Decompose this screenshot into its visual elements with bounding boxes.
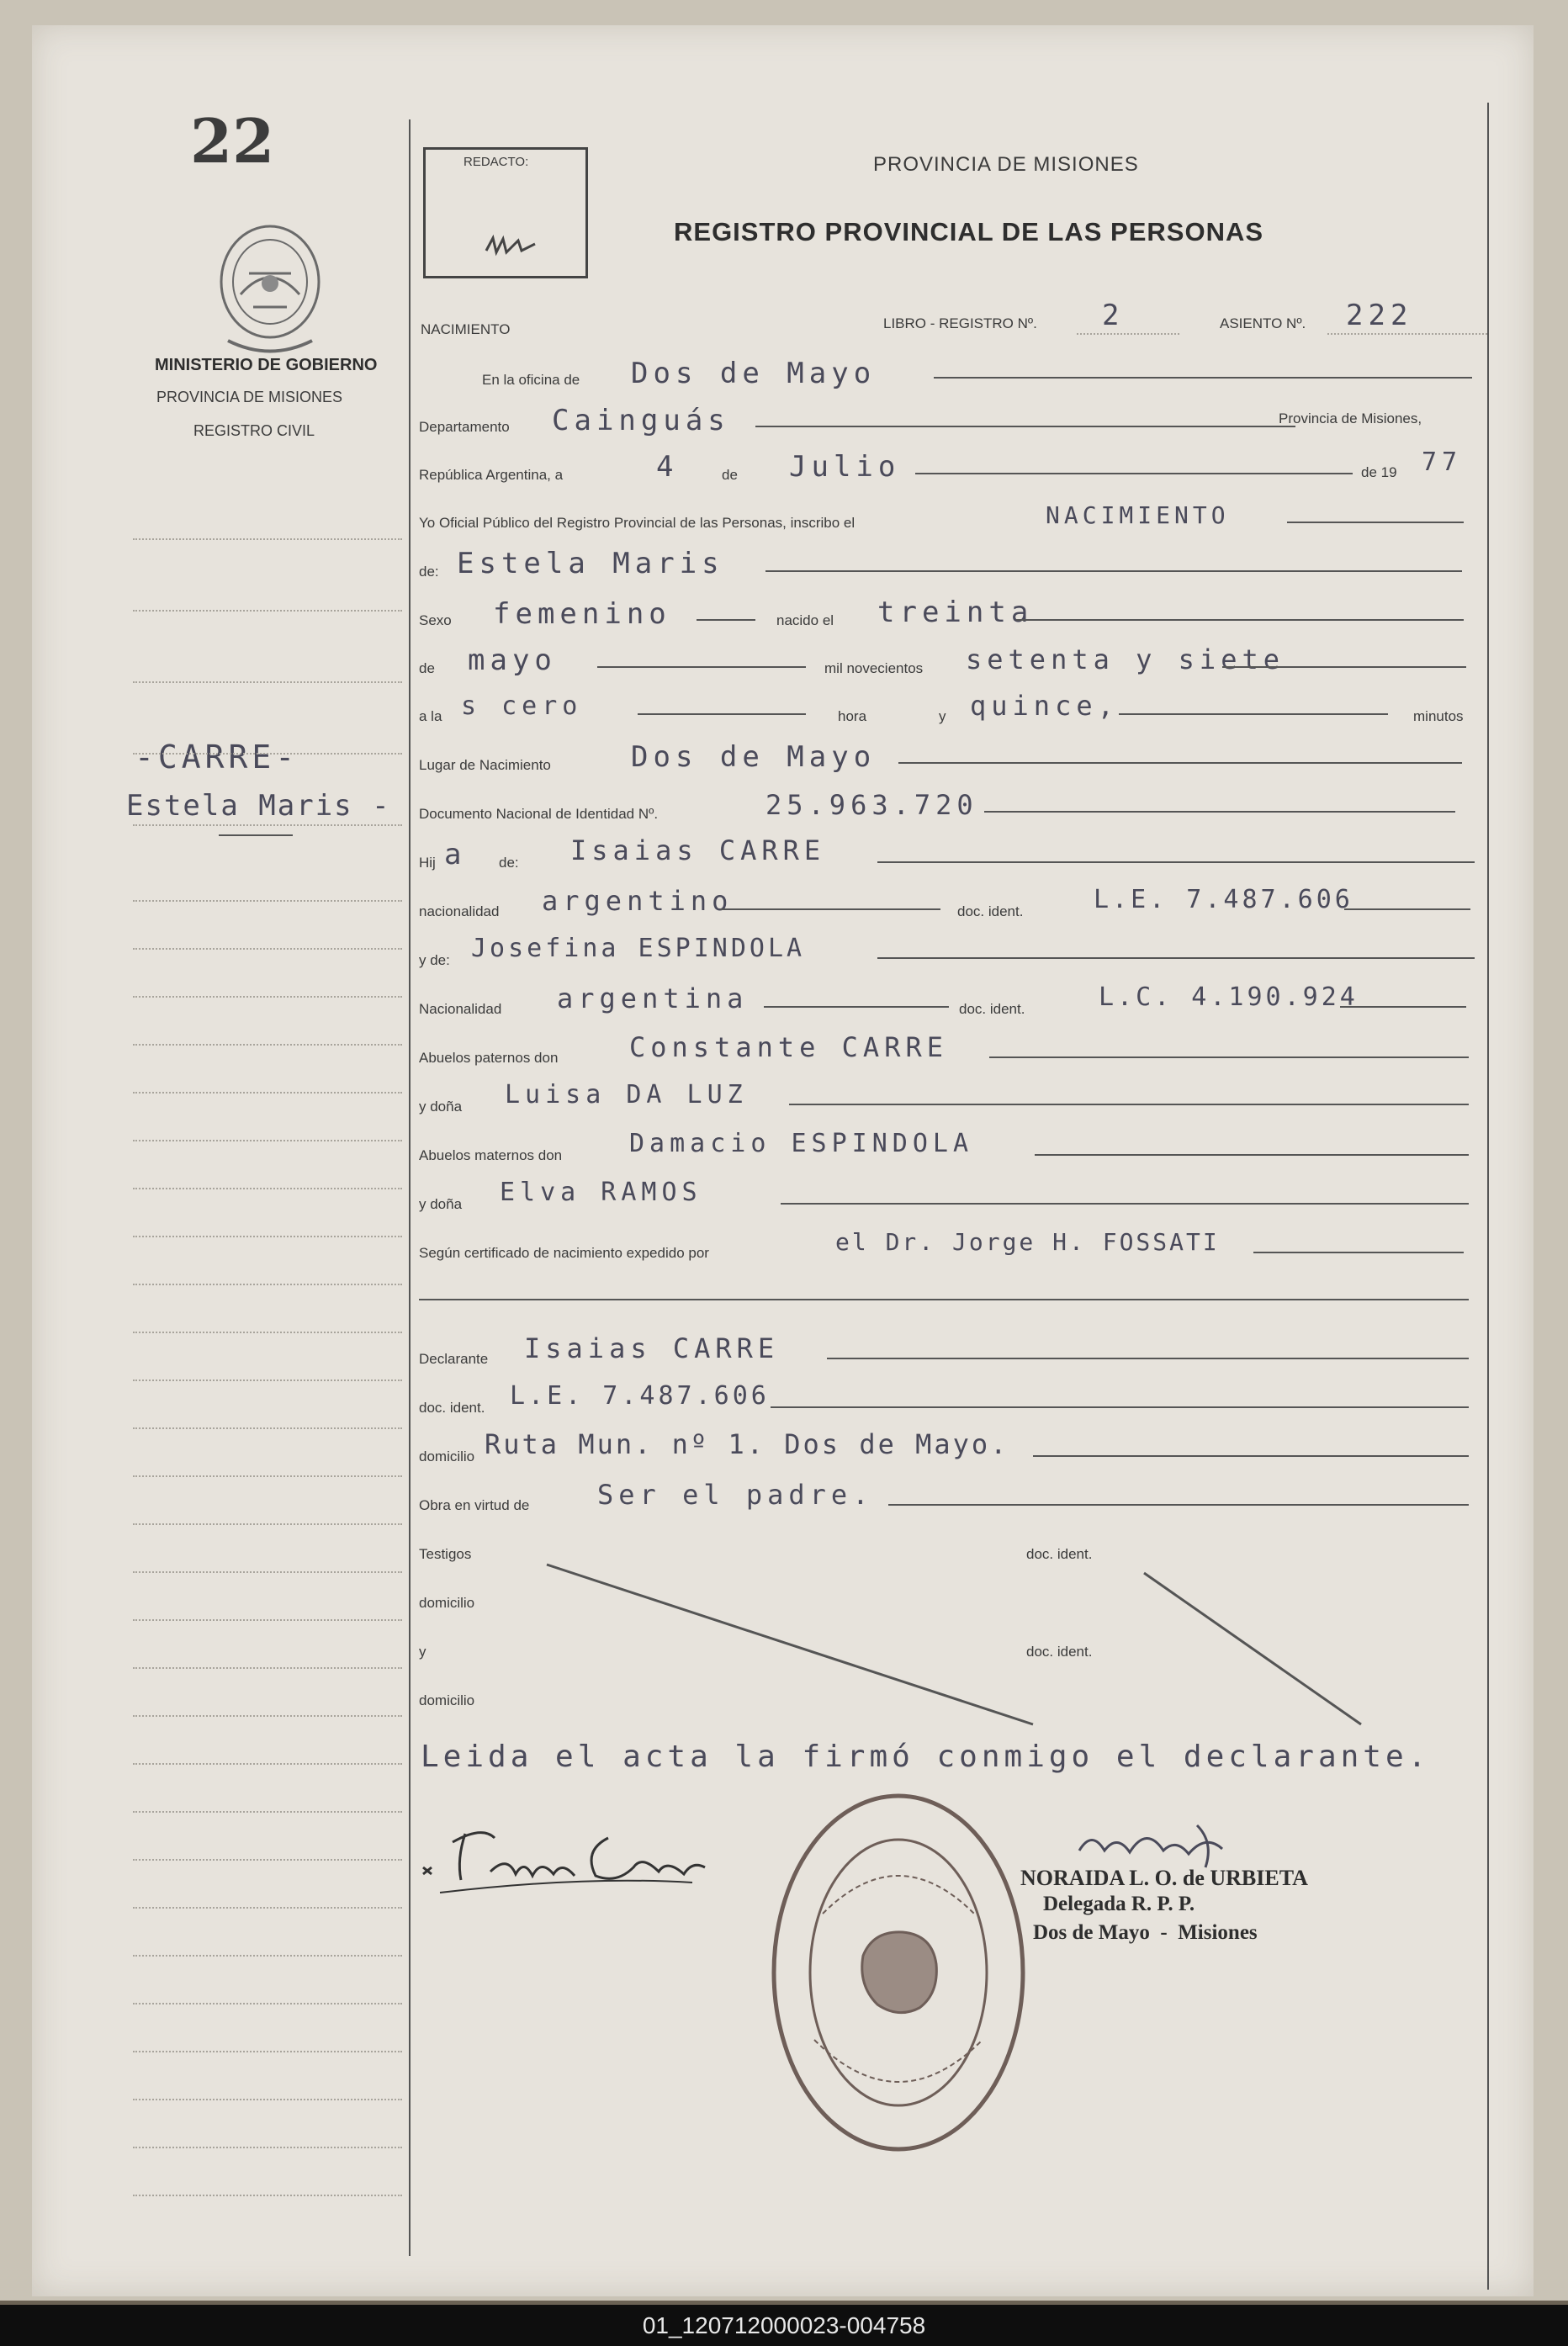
testigos-strike-lines (503, 1556, 1454, 1750)
doc-padre-label: doc. ident. (957, 903, 1024, 919)
domicilio-value: Ruta Mun. nº 1. Dos de Mayo. (485, 1428, 1009, 1460)
republica-label: República Argentina, a (419, 467, 564, 483)
asiento-value: 222 (1346, 299, 1413, 332)
redacto-box (423, 147, 588, 278)
libro-label: LIBRO - REGISTRO Nº. (883, 315, 1037, 331)
redacto-initials-icon (485, 234, 552, 259)
margin-note-given: Estela Maris - (126, 789, 391, 823)
minutos-value: quince, (970, 690, 1119, 722)
margin-ruled-line (133, 1044, 402, 1046)
y-de-label: y de: (419, 952, 450, 968)
official-name: NORAIDA L. O. de URBIETA (1020, 1866, 1308, 1890)
margin-ruled-line (133, 1955, 402, 1957)
margin-ruled-line (133, 1619, 402, 1621)
doc-padre-value: L.E. 7.487.606 (1094, 885, 1353, 914)
testigos-doc2-label: doc. ident. (1026, 1644, 1093, 1660)
testigos-dom-label: domicilio (419, 1595, 475, 1611)
de-mes-label: de (419, 660, 435, 676)
departamento-value: Cainguás (552, 404, 730, 437)
abuela-mat-value: Elva RAMOS (500, 1178, 702, 1207)
margin-ruled-line (133, 1427, 402, 1429)
margin-rule (409, 119, 411, 2256)
abuelos-mat-label: Abuelos maternos don (419, 1147, 563, 1163)
margin-ruled-line (133, 1859, 402, 1861)
doc-decl-value: L.E. 7.487.606 (510, 1381, 770, 1411)
margin-ruled-line (133, 1236, 402, 1237)
sexo-value: femenino (493, 597, 671, 631)
hijo-suffix: a (444, 838, 467, 871)
margin-ruled-line (133, 681, 402, 683)
image-caption: 01_120712000023-004758 (0, 2305, 1568, 2346)
hijo-label: Hij (419, 855, 436, 871)
official-role: Delegada R. P. P. (1043, 1893, 1195, 1915)
margin-ruled-line (133, 1811, 402, 1813)
margin-ruled-line (133, 1332, 402, 1333)
de-nombre-label: de: (419, 564, 439, 580)
margin-note-surname: -CARRE- (135, 739, 299, 776)
lugar-label: Lugar de Nacimiento (419, 757, 551, 773)
hora-label: hora (838, 708, 867, 724)
margin-ruled-line (133, 610, 402, 612)
official-place: Dos de Mayo - Misiones (1033, 1921, 1258, 1944)
sexo-label: Sexo (419, 612, 452, 628)
right-rule (1487, 103, 1489, 2290)
nac-madre-label: Nacionalidad (419, 1001, 502, 1017)
folio-number: 22 (190, 105, 275, 177)
hijo-de-label: de: (499, 855, 519, 871)
oficina-label: En la oficina de (482, 372, 580, 388)
margin-ruled-line (133, 900, 402, 902)
dni-value: 25.963.720 (765, 789, 978, 821)
margin-note-underline (219, 834, 293, 836)
margin-ruled-line (133, 824, 402, 826)
declarant-signature-icon (415, 1808, 751, 1901)
margin-ruled-line (133, 1571, 402, 1573)
margin-ruled-line (133, 1284, 402, 1285)
hora-value: s cero (461, 691, 583, 721)
margin-ruled-line (133, 1667, 402, 1669)
mil-label: mil novecientos (824, 660, 924, 676)
declarante-label: Declarante (419, 1351, 489, 1367)
closing-text: Leida el acta la firmó conmigo el declarante. (421, 1740, 1431, 1774)
coat-of-arms-icon (215, 214, 325, 366)
margin-ruled-line (133, 753, 402, 755)
ministry-line3: REGISTRO CIVIL (193, 422, 315, 439)
margin-ruled-line (133, 996, 402, 998)
abuelo-mat-value: Damacio ESPINDOLA (629, 1129, 974, 1158)
act-type-label: NACIMIENTO (421, 321, 511, 337)
provincia-suffix: Provincia de Misiones, (1279, 410, 1422, 426)
obra-label: Obra en virtud de (419, 1497, 530, 1513)
ministry-line2: PROVINCIA DE MISIONES (156, 389, 343, 405)
dia-value: 4 (656, 450, 679, 484)
ministry-line1: MINISTERIO DE GOBIERNO (155, 356, 378, 374)
province-heading: PROVINCIA DE MISIONES (873, 153, 1139, 176)
nacido-mes-value: mayo (468, 643, 557, 677)
libro-value: 2 (1102, 299, 1125, 332)
nacido-value: treinta (877, 596, 1034, 629)
oficina-value: Dos de Mayo (631, 357, 877, 390)
doc-decl-label: doc. ident. (419, 1400, 485, 1416)
nacido-label: nacido el (776, 612, 834, 628)
a-las-label: a la (419, 708, 442, 724)
registry-seal-icon (764, 1787, 1033, 2166)
anio-label: de 19 (1361, 464, 1397, 480)
nac-padre-label: nacionalidad (419, 903, 500, 919)
abuela-pat-value: Luisa DA LUZ (505, 1080, 748, 1109)
margin-ruled-line (133, 2147, 402, 2148)
obra-value: Ser el padre. (597, 1479, 874, 1511)
margin-ruled-line (133, 1907, 402, 1909)
minutos-label: minutos (1413, 708, 1464, 724)
margin-ruled-line (133, 1523, 402, 1525)
testigos-doc-label: doc. ident. (1026, 1546, 1093, 1562)
margin-ruled-line (133, 948, 402, 950)
margin-ruled-line (133, 1140, 402, 1141)
declarante-value: Isaias CARRE (524, 1332, 780, 1364)
doc-madre-value: L.C. 4.190.924 (1099, 982, 1359, 1012)
testigos-y-label: y (419, 1644, 426, 1660)
dni-label: Documento Nacional de Identidad Nº. (419, 806, 659, 822)
y-label: y (939, 708, 946, 724)
mes-value: Julio (789, 450, 901, 484)
doc-madre-label: doc. ident. (959, 1001, 1025, 1017)
abuelo-pat-value: Constante CARRE (629, 1031, 948, 1063)
redacto-label: REDACTO: (464, 155, 529, 169)
stamp-inner-text (33, 26, 40, 27)
margin-ruled-line (133, 1475, 402, 1477)
testigos-label: Testigos (419, 1546, 472, 1562)
margin-ruled-line (133, 2003, 402, 2004)
margin-ruled-line (133, 1380, 402, 1381)
nac-madre-value: argentina (557, 982, 749, 1014)
madre-value: Josefina ESPINDOLA (471, 934, 806, 963)
de-label: de (722, 467, 738, 483)
registry-title: REGISTRO PROVINCIAL DE LAS PERSONAS (674, 217, 1264, 246)
padre-value: Isaias CARRE (570, 834, 826, 866)
oficial-value: NACIMIENTO (1046, 501, 1230, 529)
margin-ruled-line (133, 1715, 402, 1717)
asiento-label: ASIENTO Nº. (1220, 315, 1306, 331)
y-dona2-label: y doña (419, 1196, 463, 1212)
oficial-text: Yo Oficial Público del Registro Provincial de las Personas, inscribo el (419, 515, 856, 531)
certificado-value: el Dr. Jorge H. FOSSATI (835, 1228, 1220, 1256)
y-dona-label: y doña (419, 1099, 463, 1115)
certificado-label: Según certificado de nacimiento expedido por (419, 1245, 709, 1261)
anio-value: 77 (1422, 447, 1463, 477)
margin-ruled-line (133, 1092, 402, 1094)
margin-ruled-line (133, 2051, 402, 2052)
margin-ruled-line (133, 2099, 402, 2100)
departamento-label: Departamento (419, 419, 510, 435)
margin-ruled-line (133, 1188, 402, 1189)
margin-ruled-line (133, 538, 402, 540)
child-name-value: Estela Maris (457, 547, 724, 580)
testigos-dom2-label: domicilio (419, 1692, 475, 1708)
margin-ruled-line (133, 1763, 402, 1765)
domicilio-label: domicilio (419, 1448, 475, 1464)
register-page (32, 25, 1534, 2296)
mil-value: setenta y siete (966, 643, 1285, 675)
nac-padre-value: argentino (542, 885, 734, 917)
abuelos-pat-label: Abuelos paternos don (419, 1050, 559, 1066)
lugar-value: Dos de Mayo (631, 740, 877, 774)
margin-ruled-line (133, 2195, 402, 2196)
